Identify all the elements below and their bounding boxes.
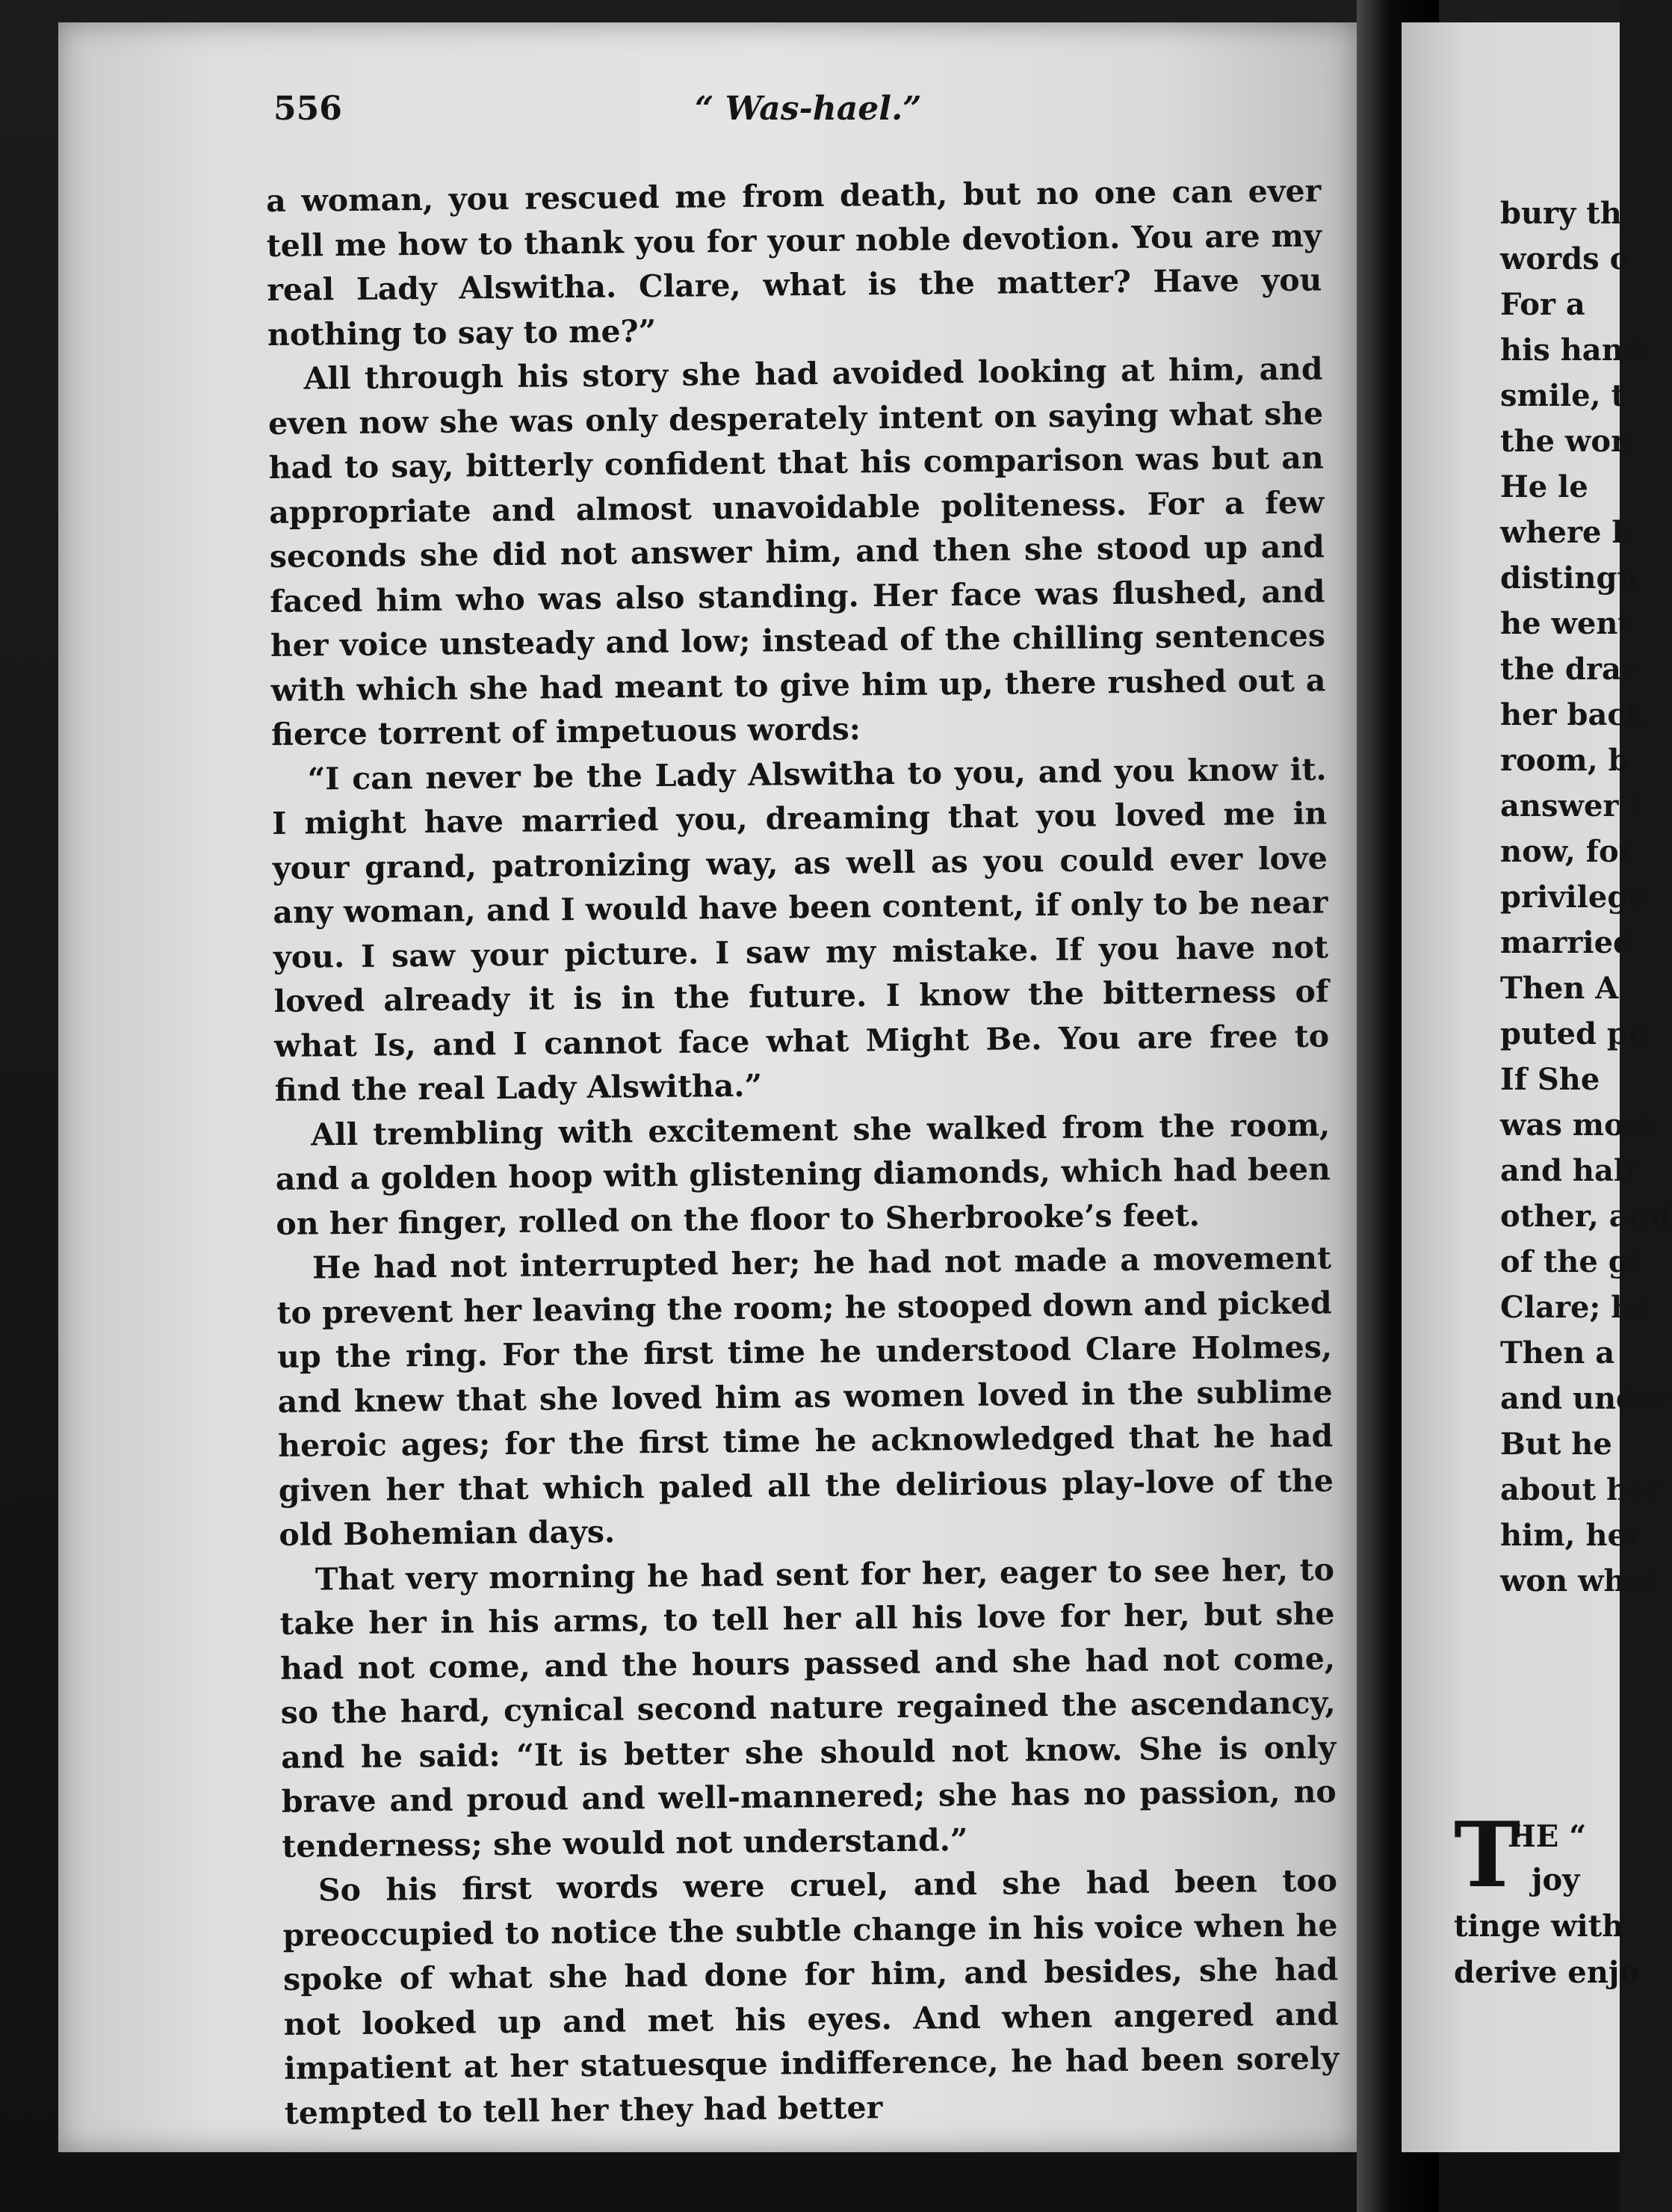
facing-line: he went <box>1500 606 1632 641</box>
page-header <box>217 90 1330 149</box>
paragraph: All through his story she had avoided looking at him, and even now she was only desperately intent on saying what she had to say, bitterly confident that his comparison was but an appropriate and almost unavoidable politeness. For a few seconds she did not answer him, and then she stood up and faced him who was also standing. Her face was flushed, and her voice unsteady and low; instead of the chilling sentences with which she had meant to give him up, there rushed out a fierce torrent of impetuous words: <box>267 350 1326 753</box>
facing-line: other, and <box>1500 1199 1671 1234</box>
facing-line: But he <box>1500 1427 1612 1462</box>
facing-line: words o <box>1500 241 1630 276</box>
facing-line: him, her <box>1500 1518 1643 1553</box>
facing-line: about her <box>1500 1472 1663 1507</box>
facing-line: the drav <box>1500 652 1639 687</box>
facing-line: privilege <box>1500 880 1647 915</box>
facing-line: He le <box>1500 469 1588 504</box>
facing-line: room, b <box>1500 743 1629 778</box>
facing-page-heading <box>1454 1802 1639 2009</box>
body-text <box>266 169 1340 2135</box>
heading-line: derive enjo <box>1454 1955 1639 1990</box>
paragraph: “I can never be the Lady Alswitha to you, and you know it. I might have married you, dreaming that you loved me in your grand, patronizing way, as well as you could ever love any woman, and I would have been content, if only to be near you. I saw your picture. I saw my mistake. If you have not loved already it is in the future. I know the bitterness of what Is, and I cannot face what Might Be. You are free to find the real Lady Alswitha.” <box>272 750 1330 1108</box>
facing-line: answer t <box>1500 788 1643 824</box>
facing-page-text <box>1500 191 1672 1604</box>
facing-line: won what <box>1500 1563 1659 1598</box>
facing-line: now, for <box>1500 834 1635 869</box>
paragraph: That very morning he had sent for her, eager to see her, to take her in his arms, to tell her all his love for her, but she had not come, and the hours passed and she had not come, so the hard, cynical second nature regained the ascendancy, and he said: “It is better she should not know. She is only brave and proud and well-mannered; she has no passion, no tenderness; she would not understand.” <box>279 1551 1337 1865</box>
facing-line: For a <box>1500 287 1585 322</box>
paragraph: He had not interrupted her; he had not made a movement to prevent her leaving the room; he stooped down and picked up the ring. For the first time he understood Clare Holmes, and knew that she loved him as women loved in the sublime heroic ages; for the first time he acknowledged that he had given her that which paled all the delirious play-love of the old Bohemian days. <box>276 1240 1334 1553</box>
facing-line: Clare; he <box>1500 1290 1652 1325</box>
facing-line: smile, t <box>1500 378 1626 413</box>
facing-line: Then a <box>1500 1335 1615 1371</box>
facing-line: and half <box>1500 1153 1638 1188</box>
heading-line: joy <box>1532 1862 1580 1897</box>
facing-line: distingu <box>1500 560 1639 596</box>
page-number: 556 <box>273 90 342 128</box>
heading-line: HE “ <box>1508 1819 1587 1854</box>
facing-line: and under <box>1500 1381 1672 1416</box>
facing-line: bury th <box>1500 196 1622 231</box>
heading-line: tinge with <box>1454 1909 1624 1944</box>
paragraph: a woman, you rescued me from death, but no one can ever tell me how to thank you for your noble devotion. You are my real Lady Alswitha. Clare, what is the matter? Have you nothing to say to me?” <box>266 173 1322 353</box>
facing-line: was most <box>1500 1107 1655 1143</box>
facing-line: the won <box>1500 424 1633 459</box>
facing-line: where h <box>1500 515 1634 550</box>
paragraph: All trembling with excitement she walked from the room, and a golden hoop with glistening diamonds, which had been on her finger, rolled on the floor to Sherbrooke’s feet. <box>275 1106 1331 1242</box>
facing-line: of the gl <box>1500 1244 1641 1279</box>
facing-line: married <box>1500 925 1635 960</box>
running-title: “ Was-hael.” <box>695 90 922 128</box>
facing-line: Then A <box>1500 971 1619 1006</box>
paragraph: So his first words were cruel, and she had been too preoccupied to notice the subtle change in his voice when he spoke of what she had done for him, and besides, she had not looked up and met his eyes. And when angered and impatient at her statuesque indifference, he had been sorely tempted to tell her they had better <box>282 1862 1340 2131</box>
facing-line: his hand <box>1500 333 1644 368</box>
drop-cap: T <box>1454 1802 1521 1908</box>
facing-line: her back <box>1500 697 1647 732</box>
facing-line: puted po <box>1500 1016 1648 1051</box>
facing-line: If She <box>1500 1062 1600 1097</box>
